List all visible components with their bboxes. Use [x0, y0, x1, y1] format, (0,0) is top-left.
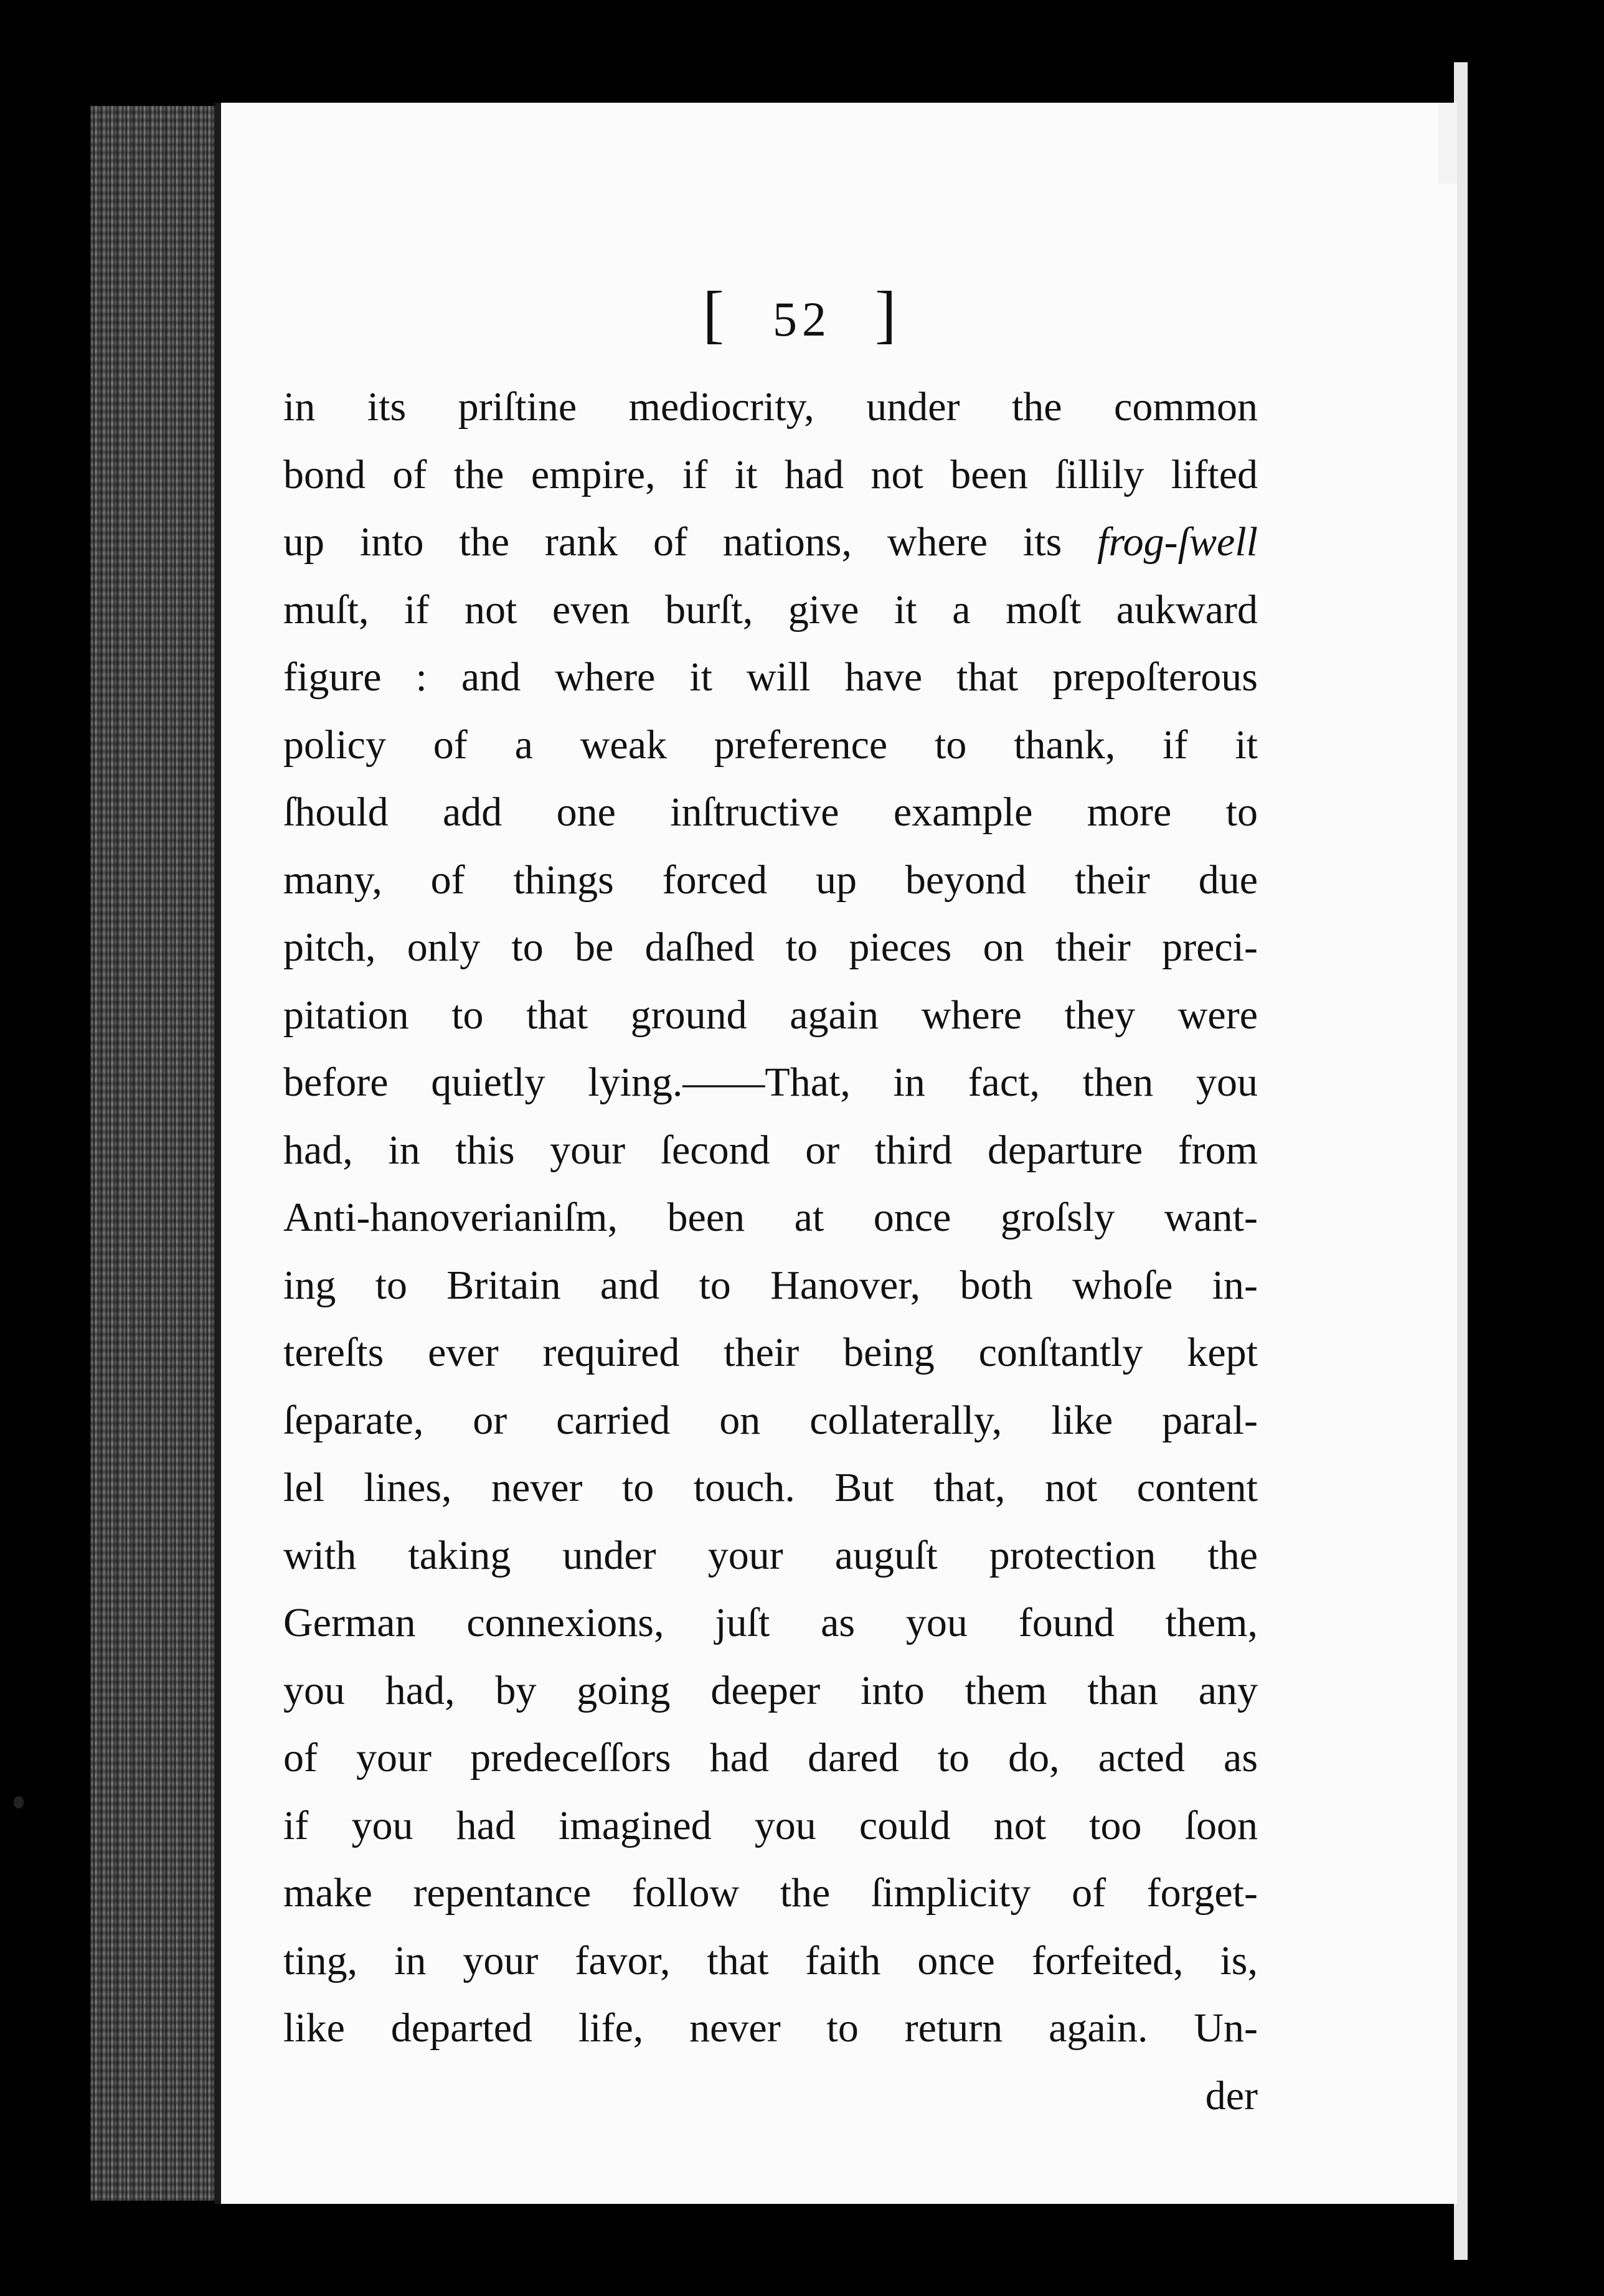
text-line: like departed life, never to return again. Un- [283, 2005, 1258, 2051]
text-line: you had, by going deeper into them than any [283, 1667, 1258, 1713]
text-line: Anti-hanoverianiſm, been at once groſsly want- [283, 1195, 1258, 1240]
text-line: German connexions, juſt as you found them, [283, 1600, 1258, 1645]
page-number: 52 [773, 292, 831, 346]
text-line: had, in this your ſecond or third departure from [283, 1127, 1258, 1173]
text-line: pitation to that ground again where they were [283, 992, 1258, 1038]
text-line: tereſts ever required their being conſtantly kept [283, 1330, 1258, 1375]
text-line: before quietly lying.——That, in fact, then you [283, 1060, 1258, 1105]
text-line: ting, in your favor, that faith once forfeited, is, [283, 1937, 1258, 1983]
book-edge [90, 106, 224, 2201]
text-line: policy of a weak preference to thank, if it [283, 722, 1258, 768]
page-header [0, 277, 1604, 351]
text-line: if you had imagined you could not too ſoon [283, 1802, 1258, 1848]
text-line: of your predeceſſors had dared to do, acted as [283, 1735, 1258, 1781]
text-line: ſeparate, or carried on collaterally, like paral- [283, 1397, 1258, 1443]
header-open-bracket: [ [702, 278, 729, 350]
facing-page-edge [1454, 62, 1585, 2260]
text-line: bond of the empire, if it had not been ſillily lifted [283, 451, 1258, 497]
text-line: in its priſtine mediocrity, under the common [283, 384, 1258, 430]
text-line: muſt, if not even burſt, give it a moſt aukward [283, 586, 1258, 633]
facing-page-shadow [1469, 62, 1569, 2260]
text-line: ſhould add one inſtructive example more to [283, 789, 1258, 835]
text-line: ing to Britain and to Hanover, both whoſe in- [283, 1262, 1258, 1308]
text-line: pitch, only to be daſhed to pieces on their preci- [283, 925, 1258, 970]
text-line [283, 509, 1258, 576]
catchword: der [1205, 2073, 1258, 2119]
body-text [283, 374, 1258, 2130]
text-line: lel lines, never to touch. But that, not content [283, 1465, 1258, 1510]
text-line: many, of things forced up beyond their due [283, 857, 1258, 903]
text-line: make repentance follow the ſimplicity of forget- [283, 1870, 1258, 1916]
text-line: figure : and where it will have that prepoſterous [283, 654, 1258, 700]
text-line: with taking under your auguſt protection the [283, 1532, 1258, 1578]
italic-phrase: frog-ſwell [1097, 519, 1258, 565]
header-close-bracket: ] [875, 278, 902, 350]
text-line-start: up into the rank of nations, where its [283, 519, 1098, 565]
scan-speck [14, 1796, 24, 1809]
page-corner [1438, 103, 1457, 184]
